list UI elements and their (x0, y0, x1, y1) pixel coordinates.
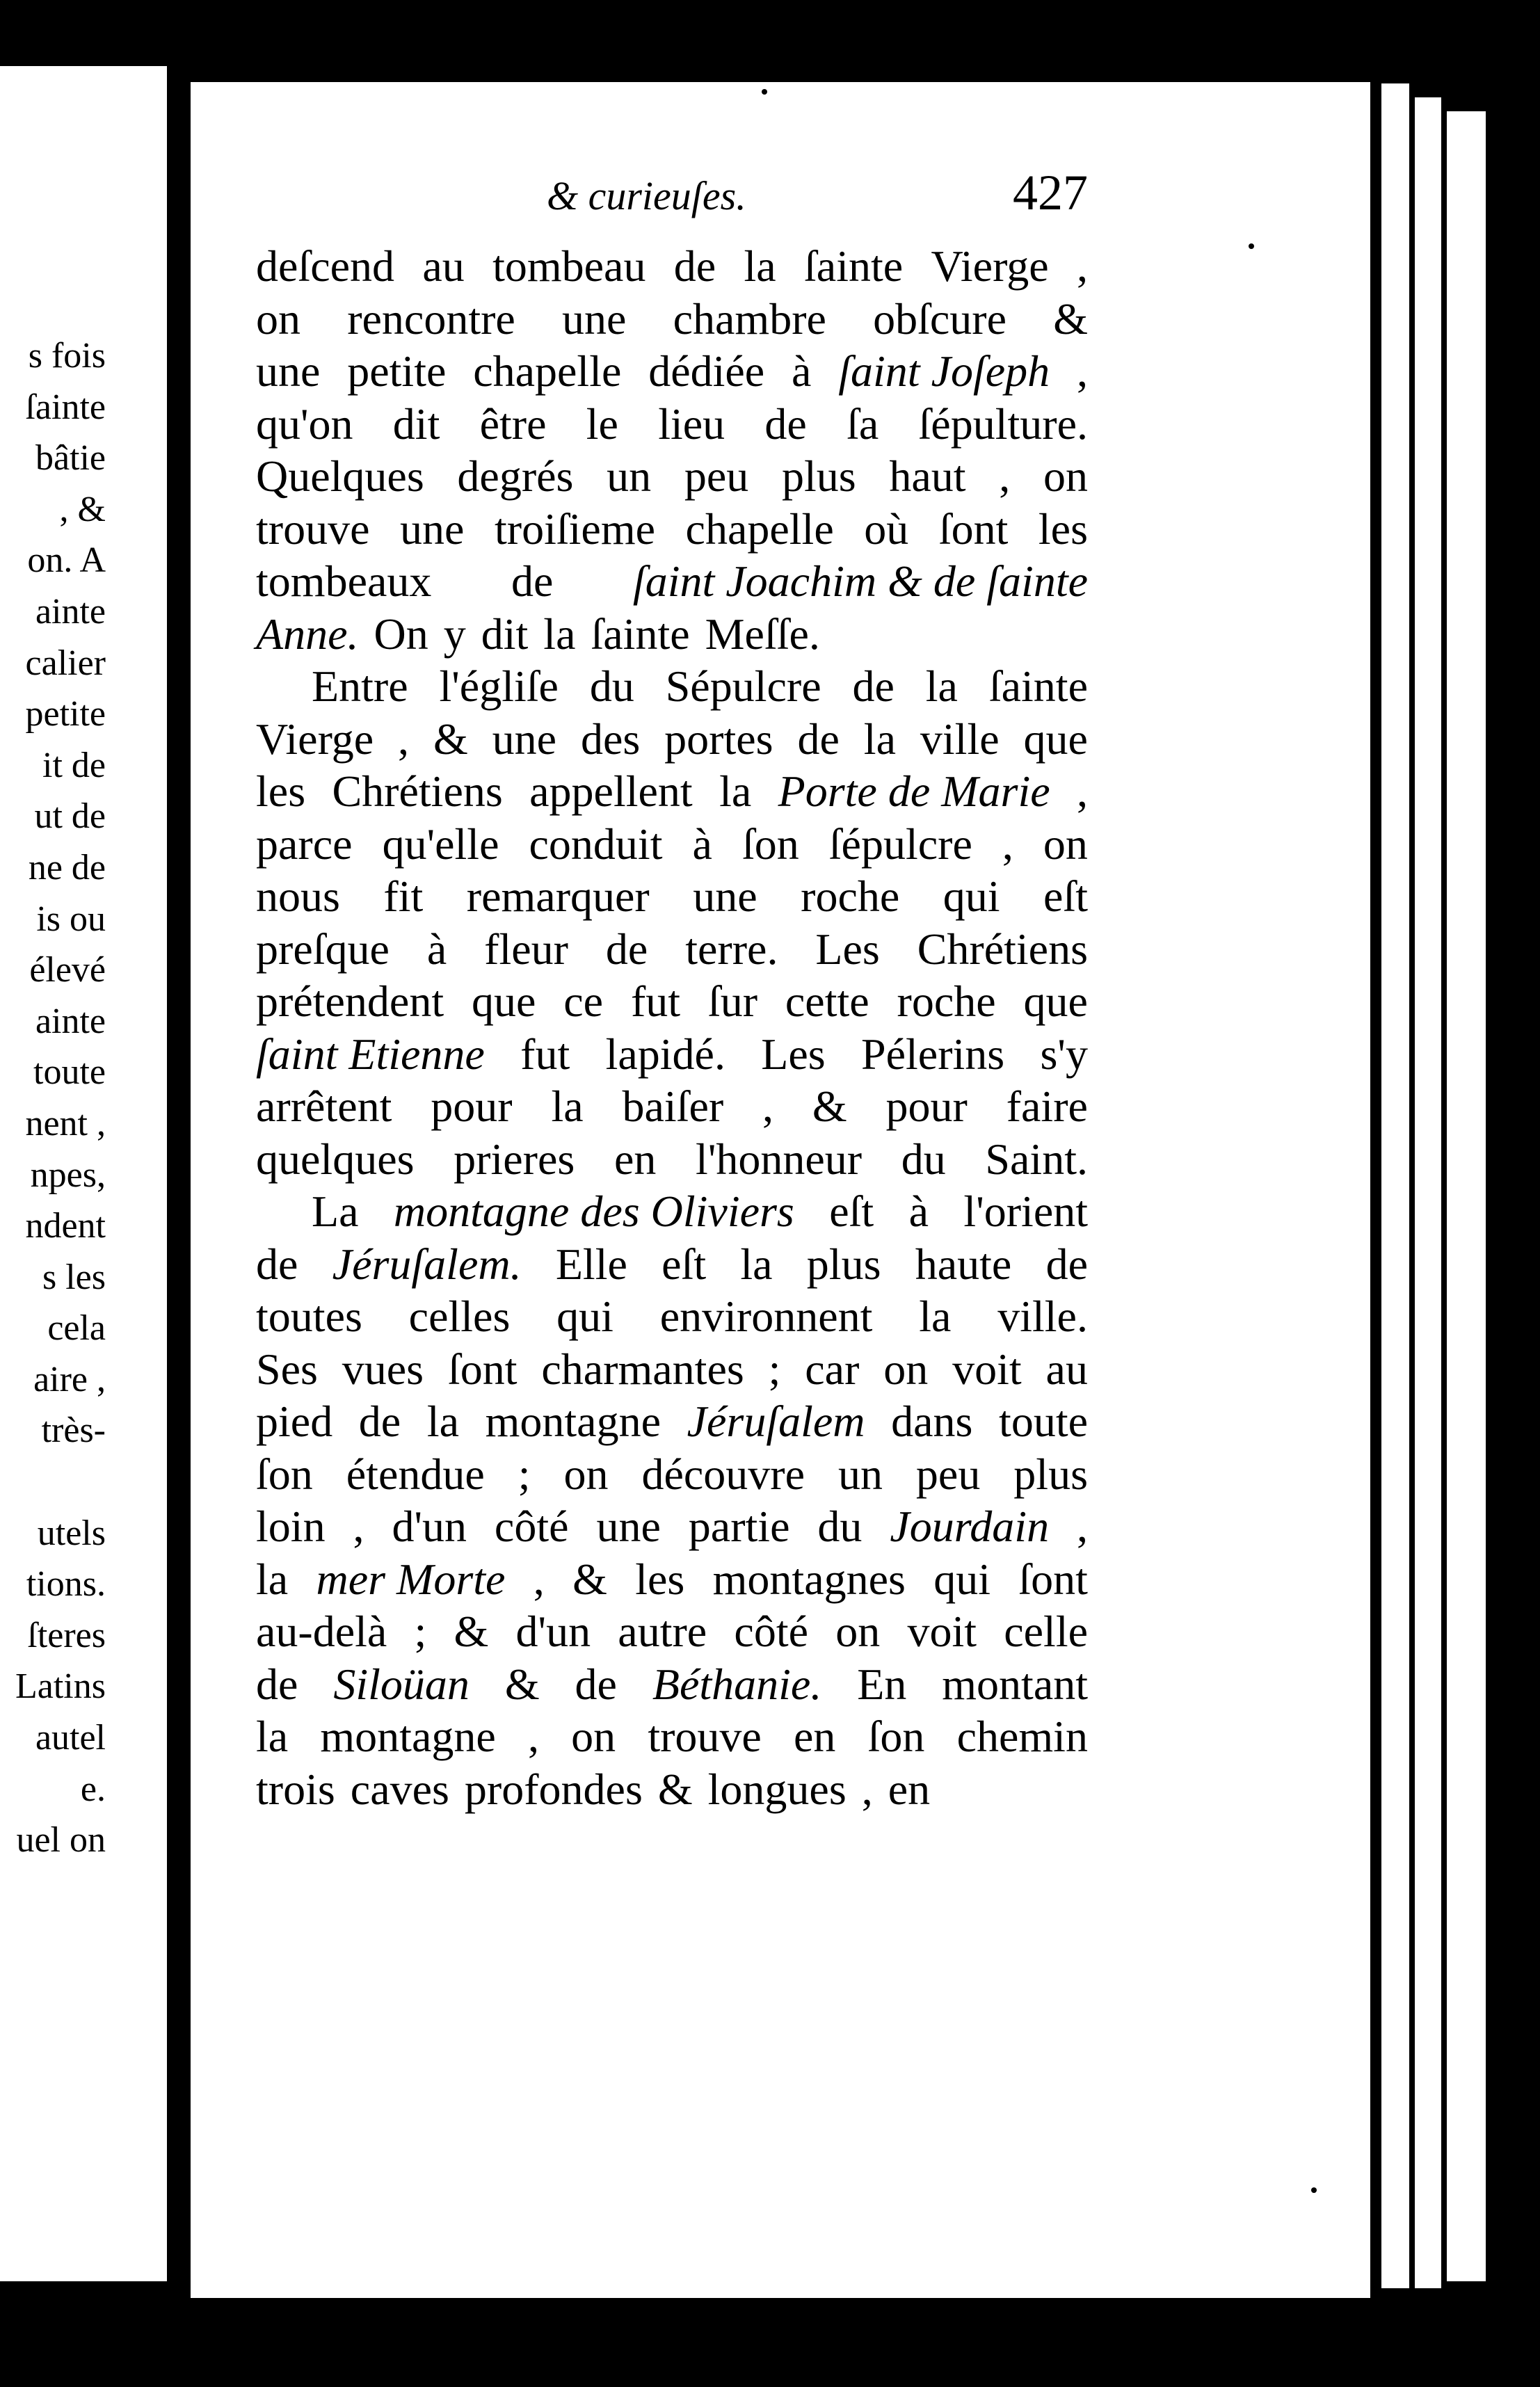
previous-page-line: it de (42, 745, 106, 785)
previous-page-line: npes, (30, 1155, 106, 1195)
previous-page-line: ainte (35, 591, 106, 632)
previous-page-line: , & (59, 489, 106, 529)
text-line: Entre l'égliſe du Sépulcre de la ſainte (312, 661, 1088, 711)
previous-page-line: s les (42, 1257, 106, 1297)
text-line: Quelques degrés un peu plus haut , on (256, 451, 1088, 501)
text-line: la montagne , on trouve en ſon chemin (256, 1712, 1088, 1761)
ink-speck (1249, 243, 1254, 249)
previous-page-line (15, 1456, 106, 1508)
text-line: une petite chapelle dédiée à ſaint Joſeph , (256, 346, 1088, 396)
text-line: preſque à fleur de terre. Les Chrétiens (256, 924, 1088, 974)
ink-speck (1311, 2187, 1317, 2193)
text-line: tombeaux de ſaint Joachim & de ſainte (256, 556, 1088, 606)
page-number: 427 (1013, 165, 1088, 220)
ink-speck (762, 89, 767, 95)
previous-page-line: Latins (15, 1666, 106, 1707)
book-page-edges (1374, 83, 1493, 2288)
previous-page-line: ainte (35, 1001, 106, 1041)
text-line: La montagne des Oliviers eſt à l'orient (312, 1187, 1088, 1236)
page-body-text (256, 240, 1088, 1815)
text-line: Anne. On y dit la ſainte Meſſe. (256, 609, 820, 659)
text-line: Ses vues ſont charmantes ; car on voit au (256, 1344, 1088, 1394)
page-edge (1415, 97, 1441, 2288)
text-line: de Jéruſalem. Elle eſt la plus haute de (256, 1239, 1088, 1289)
previous-page-line: petite (25, 694, 106, 734)
previous-page-line: bâtie (35, 438, 106, 479)
previous-page-line: toute (33, 1052, 106, 1093)
previous-page-line: aire , (33, 1359, 106, 1399)
previous-page-line: tions. (26, 1564, 106, 1605)
text-line: ſon étendue ; on découvre un peu plus (256, 1449, 1088, 1499)
previous-page-line: ſainte (25, 387, 106, 427)
previous-page-line: e. (80, 1769, 106, 1809)
previous-page-line: élevé (29, 950, 106, 990)
previous-page-line: très- (41, 1410, 106, 1451)
text-line: ſaint Etienne fut lapidé. Les Pélerins s'y (256, 1029, 1088, 1079)
text-line: deſcend au tombeau de la ſainte Vierge , (256, 241, 1088, 291)
text-line: les Chrétiens appellent la Porte de Marie , (256, 766, 1088, 816)
previous-page-fragment (0, 66, 170, 2281)
previous-page-line: s fois (28, 336, 106, 376)
text-line: quelques prieres en l'honneur du Saint. (256, 1134, 1088, 1184)
text-line: prétendent que ce fut ſur cette roche que (256, 976, 1088, 1026)
previous-page-line: calier (25, 643, 106, 683)
text-line: pied de la montagne Jéruſalem dans toute (256, 1397, 1088, 1446)
text-line: trois caves profondes & longues , en (256, 1764, 931, 1814)
text-line: trouve une troiſieme chapelle où ſont les (256, 504, 1088, 554)
previous-page-line: ſteres (27, 1615, 106, 1655)
previous-page-line: nent , (25, 1103, 106, 1143)
running-head (256, 160, 1088, 236)
text-line: loin , d'un côté une partie du Jourdain , (256, 1502, 1088, 1551)
previous-page-line: ne de (28, 847, 106, 887)
previous-page-line: uel on (16, 1820, 106, 1860)
text-line: parce qu'elle conduit à ſon ſépulcre , on (256, 819, 1088, 869)
previous-page-line: autel (35, 1718, 106, 1758)
text-line: Vierge , & une des portes de la ville que (256, 714, 1088, 764)
previous-page-line: ndent (25, 1206, 106, 1246)
previous-page-line: ut de (34, 796, 106, 837)
running-head-title: & curieuſes. (547, 173, 746, 218)
previous-page-line: is ou (36, 899, 106, 939)
page-edge (1381, 83, 1409, 2288)
text-line: au-delà ; & d'un autre côté on voit celle (256, 1607, 1088, 1656)
previous-page-line: on. A (27, 540, 106, 581)
text-line: arrêtent pour la baiſer , & pour faire (256, 1082, 1088, 1131)
text-line: de Siloüan & de Béthanie. En montant (256, 1659, 1088, 1709)
page-edge (1447, 111, 1486, 2281)
text-line: la mer Morte , & les montagnes qui ſont (256, 1554, 1088, 1604)
previous-page-line: cela (47, 1308, 106, 1349)
previous-page-line: utels (37, 1513, 106, 1553)
text-line: toutes celles qui environnent la ville. (256, 1292, 1088, 1341)
text-line: qu'on dit être le lieu de ſa ſépulture. (256, 399, 1088, 449)
previous-page-text (15, 330, 106, 1866)
text-line: on rencontre une chambre obſcure & (256, 294, 1088, 344)
text-line: nous fit remarquer une roche qui eſt (256, 871, 1088, 921)
